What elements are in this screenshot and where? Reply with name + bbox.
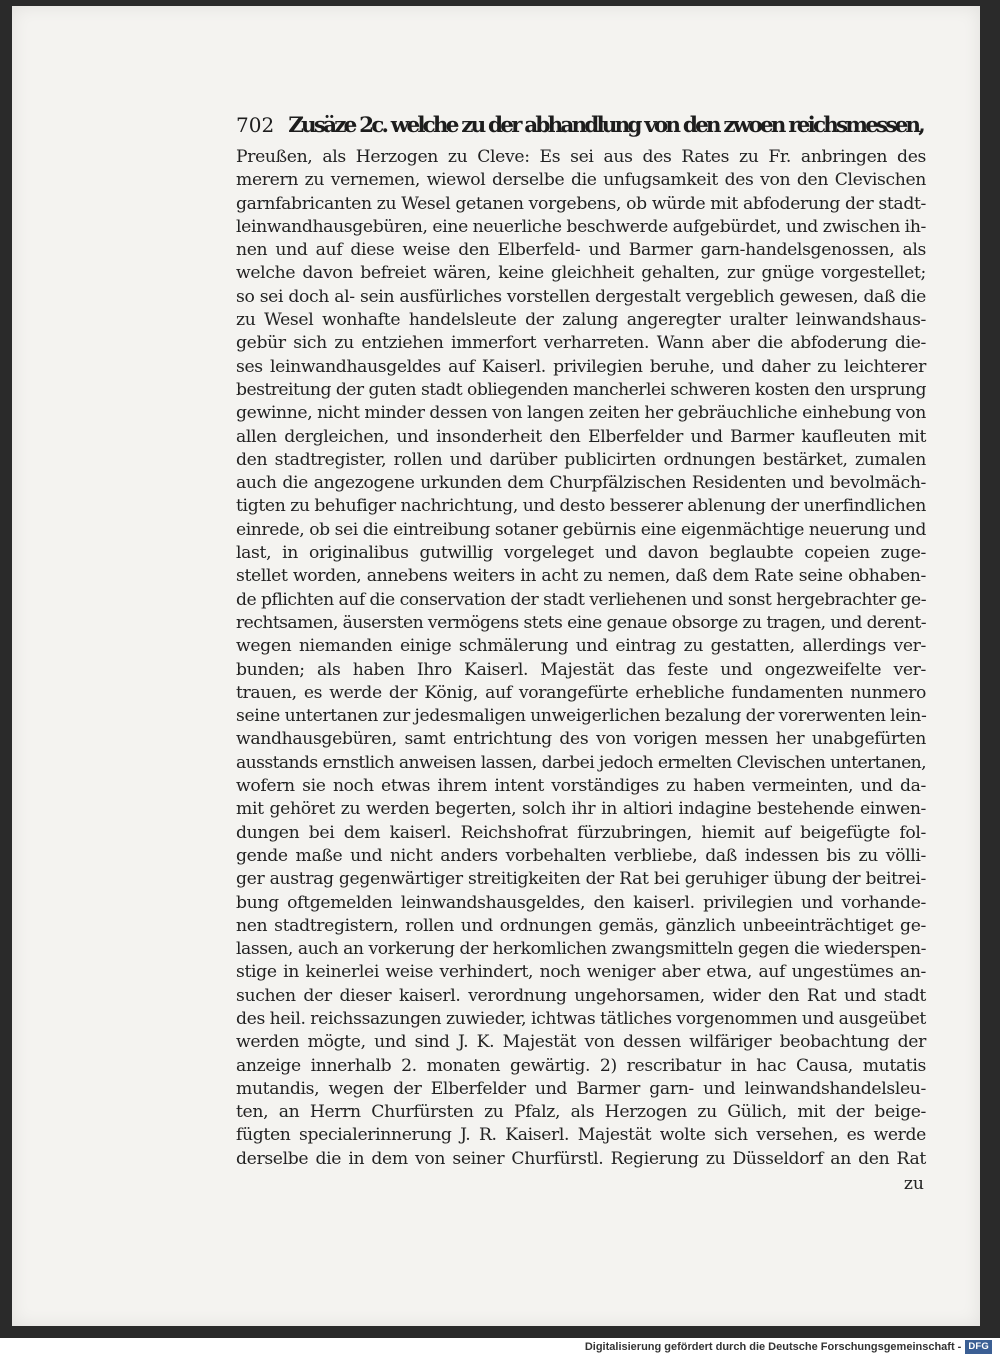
text-line: garnfabricanten zu Wesel getanen vorgebens, ob würde mit abfoderung der stadt- [236, 193, 926, 214]
text-line: zu Wesel wonhafte handelsleute der zalung angeregter uralter leinwandshaus- [236, 310, 926, 331]
text-line: mutandis, wegen der Elberfelder und Barmer garn- und leinwandshandelsleu- [236, 1078, 926, 1099]
text-line: gewinne, nicht minder dessen von langen zeiten her gebräuchliche einhebung von [236, 403, 926, 424]
text-line: trauen, es werde der König, auf vorangefürte erhebliche fundamenten nunmero [236, 682, 926, 703]
footer-bar [585, 1338, 992, 1355]
running-head-title: Zusäze 2c. welche zu der abhandlung von den zwoen reichsmessen, [288, 113, 923, 138]
text-line: wegen niemanden einige schmälerung und eintrag zu gestatten, allerdings ver- [236, 636, 926, 657]
text-line: rechtsamen, äusersten vermögens stets eine genaue obsorge zu tragen, und derent- [236, 612, 926, 633]
catchword: zu [903, 1174, 924, 1195]
text-line: mit gehöret zu werden begerten, solch ihr in altiori indagine bestehende einwen- [236, 799, 926, 820]
dfg-logo-icon: DFG [965, 1340, 992, 1354]
body-text [236, 146, 926, 1171]
text-line: welche davon befreiet wären, keine gleichheit gehalten, zur gnüge vorgestellet; [236, 263, 926, 284]
text-line: bung oftgemelden leinwandshausgeldes, den kaiserl. privilegien und vorhande- [236, 892, 926, 913]
text-line: gende maße und nicht anders vorbehalten verbliebe, daß indessen bis zu völli- [236, 845, 926, 866]
text-line: merern zu vernemen, wiewol derselbe die unfugsamkeit des von den Clevischen [236, 170, 926, 191]
text-line: dungen bei dem kaiserl. Reichshofrat fürzubringen, hiemit auf beigefügte fol- [236, 822, 926, 843]
text-line: tigten zu behufiger nachrichtung, und desto besserer ablenung der unerfindlichen [236, 496, 926, 517]
text-line: des heil. reichssazungen zuwieder, ichtwas tätliches vorgenommen und ausgeübet [236, 1008, 926, 1029]
text-line: einrede, ob sei die eintreibung sotaner gebürnis eine eigenmächtige neuerung und [236, 519, 926, 540]
footer-credit: Digitalisierung gefördert durch die Deutsche Forschungsgemeinschaft - [584, 1340, 962, 1353]
text-line: ausstands ernstlich anweisen lassen, darbei jedoch ermelten Clevischen untertanen, [236, 752, 926, 773]
text-line: derselbe die in dem von seiner Churfürstl. Regierung zu Düsseldorf an den Rat [236, 1148, 926, 1169]
text-line: stige in keinerlei weise verhindert, noch weniger aber etwa, auf ungestümes an- [236, 962, 926, 983]
page-number: 702 [236, 113, 275, 137]
text-line: ses leinwandhausgeldes auf Kaiserl. privilegien beruhe, und daher zu leichterer [236, 356, 926, 377]
text-line: nen stadtregistern, rollen und ordnungen gemäs, gänzlich unbeeinträchtiget ge- [236, 915, 926, 936]
text-line: stellet worden, annebens weiters in acht zu nemen, daß dem Rate seine obhaben- [236, 566, 926, 587]
text-line: den stadtregister, rollen und darüber publicirten ordnungen bestärket, zumalen [236, 449, 926, 470]
page-content [236, 113, 926, 1196]
text-line: seine untertanen zur jedesmaligen unweigerlichen bezalung der vorerwenten lein- [236, 706, 927, 727]
text-line: lassen, auch an vorkerung der herkomlichen zwangsmitteln gegen die wiederspen- [236, 939, 926, 960]
text-line: suchen der dieser kaiserl. verordnung ungehorsamen, wider den Rat und stadt [236, 985, 926, 1006]
text-line: gebür sich zu entziehen immerfort verharreten. Wann aber die abfoderung die- [236, 333, 926, 354]
text-line: wofern sie noch etwas ihrem intent vorständiges zu haben vermeinten, und da- [236, 776, 926, 797]
text-line: auch die angezogene urkunden dem Churpfälzischen Residenten und bevolmäch- [236, 473, 926, 494]
text-line: ten, an Herrn Churfürsten zu Pfalz, als Herzogen zu Gülich, mit der beige- [236, 1102, 926, 1123]
text-line: anzeige innerhalb 2. monaten gewärtig. 2) rescribatur in hac Causa, mutatis [236, 1055, 926, 1076]
text-line: wandhausgebüren, samt entrichtung des von vorigen messen her unabgefürten [236, 729, 926, 750]
text-line: allen dergleichen, und insonderheit den Elberfelder und Barmer kaufleuten mit [236, 426, 926, 447]
text-line: last, in originalibus gutwillig vorgeleget und davon beglaubte copeien zuge- [236, 543, 926, 564]
text-line: nen und auf diese weise den Elberfeld- und Barmer garn-handelsgenossen, als [236, 240, 926, 261]
text-line: de pflichten auf die conservation der stadt verliehenen und sonst hergebrachter ge- [236, 589, 926, 610]
text-line: ger austrag gegenwärtiger streitigkeiten der Rat bei geruhiger übung der beitrei- [236, 869, 926, 890]
running-head [236, 113, 926, 138]
text-line: bestreitung der guten stadt obliegenden mancherlei schweren kosten den ursprung [236, 379, 926, 400]
text-line: so sei doch al- sein ausfürliches vorstellen dergestalt vergeblich gewesen, daß die [236, 286, 926, 307]
text-line: bunden; als haben Ihro Kaiserl. Majestät das feste und ongezweifelte ver- [236, 659, 926, 680]
text-line: fügten specialerinnerung J. R. Kaiserl. Majestät wolte sich versehen, es werde [236, 1125, 926, 1146]
text-line: werden mögte, und sind J. K. Majestät von dessen wilfäriger beobachtung der [236, 1032, 926, 1053]
text-line: leinwandhausgebüren, eine neuerliche beschwerde aufgebürdet, und zwischen ih- [236, 216, 926, 237]
text-line: Preußen, als Herzogen zu Cleve: Es sei aus des Rates zu Fr. anbringen des [236, 147, 926, 167]
